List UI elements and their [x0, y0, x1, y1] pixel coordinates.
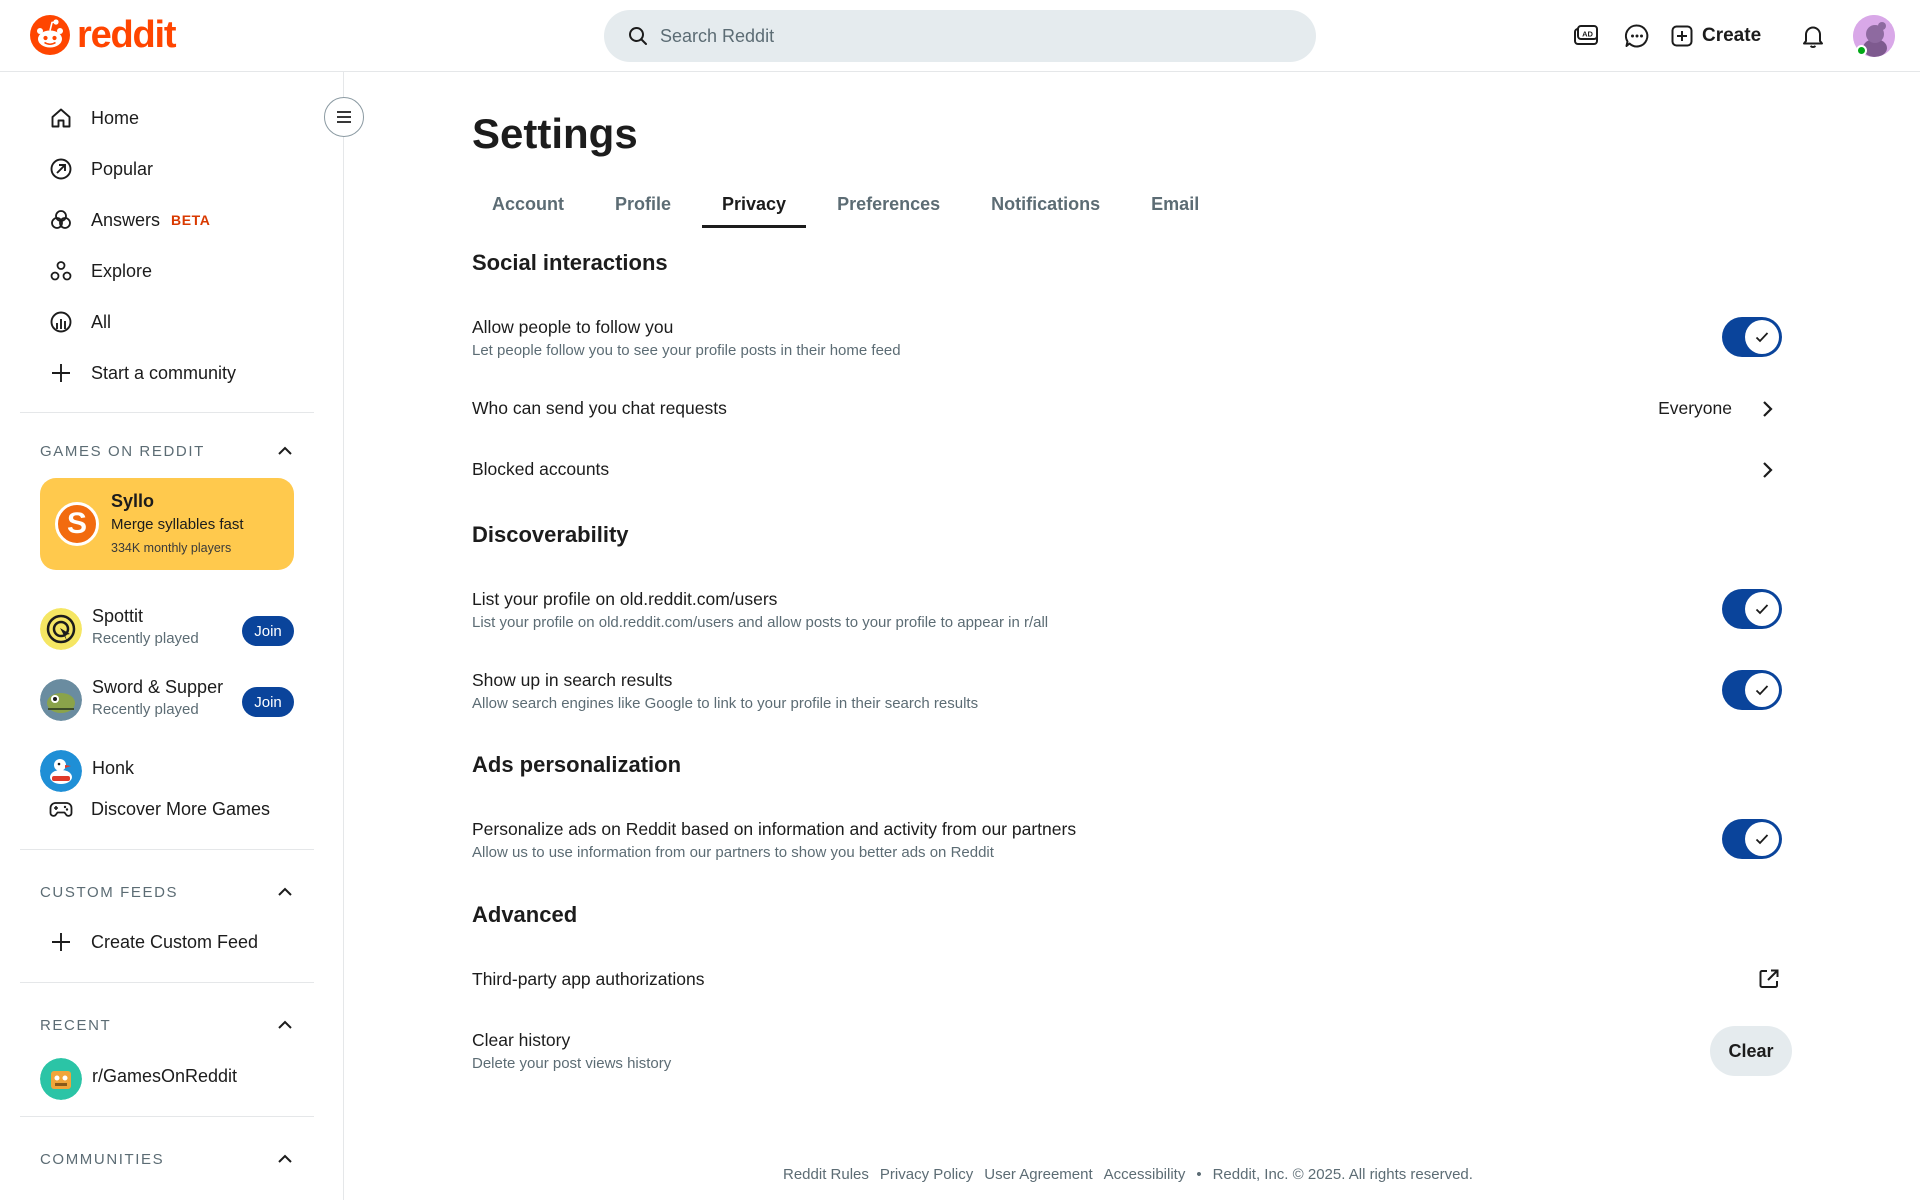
nav-explore[interactable] — [20, 247, 314, 295]
personalize-ads-description: Allow us to use information from our partners to show you better ads on Reddit — [472, 844, 994, 861]
chevron-up-icon — [276, 442, 294, 460]
featured-game-players: 334K monthly players — [111, 541, 232, 555]
section-social-interactions: Social interactions — [472, 250, 668, 275]
create-plus-icon — [1670, 24, 1694, 48]
section-ads-personalization: Ads personalization — [472, 752, 682, 777]
nav-answers[interactable] — [20, 196, 314, 244]
subreddit-avatar — [40, 1058, 82, 1100]
ad-icon — [1572, 22, 1600, 50]
plus-icon — [48, 929, 74, 955]
tab-profile[interactable]: Profile — [615, 193, 672, 214]
tab-account[interactable]: Account — [492, 193, 564, 214]
svg-text:AD: AD — [1582, 29, 1593, 39]
all-icon — [48, 309, 74, 335]
tab-privacy[interactable]: Privacy — [702, 180, 806, 228]
nav-start-community[interactable] — [20, 349, 314, 397]
sidebar-divider — [20, 1116, 314, 1117]
games-section-label: GAMES ON REDDIT — [40, 442, 205, 460]
discover-more-games[interactable] — [20, 785, 314, 833]
games-section-header[interactable] — [40, 442, 294, 460]
search-results-label: Show up in search results — [472, 670, 673, 690]
game-name: Spottit — [92, 606, 144, 626]
left-sidebar — [0, 72, 344, 1200]
toggle-knob — [1745, 822, 1779, 856]
page-title: Settings — [472, 110, 638, 157]
custom-feeds-section-header[interactable] — [40, 883, 294, 901]
check-icon — [1754, 329, 1770, 345]
discover-more-games-label: Discover More Games — [91, 798, 271, 819]
list-profile-description: List your profile on old.reddit.com/users and allow posts to your profile to appear in r/all — [472, 614, 1049, 631]
spottit-avatar — [40, 608, 82, 650]
gamepad-icon — [48, 796, 74, 822]
game-name: Sword & Supper — [92, 677, 224, 697]
game-name: Honk — [92, 758, 135, 778]
third-party-apps-label[interactable]: Third-party app authorizations — [472, 969, 705, 989]
tab-preferences[interactable]: Preferences — [837, 193, 941, 214]
chevron-right-icon[interactable] — [1756, 459, 1778, 481]
beta-badge: BETA — [171, 212, 211, 228]
search-input[interactable] — [660, 26, 1260, 47]
top-header — [0, 0, 1920, 72]
sidebar-divider — [20, 982, 314, 983]
home-icon — [48, 105, 74, 131]
footer-link-accessibility[interactable]: Accessibility — [1103, 1166, 1186, 1183]
featured-game-title: Syllo — [111, 491, 155, 511]
answers-icon — [48, 207, 74, 233]
chat-icon — [1623, 22, 1651, 50]
create-button[interactable] — [1670, 16, 1761, 56]
featured-game-card[interactable] — [40, 478, 294, 570]
footer-separator: • — [1196, 1166, 1202, 1183]
explore-icon — [48, 258, 74, 284]
external-link-icon[interactable] — [1757, 967, 1781, 991]
plus-icon — [48, 360, 74, 386]
game-item-sword-and-supper[interactable] — [40, 673, 294, 729]
recent-item[interactable] — [40, 1052, 294, 1108]
logo-wordmark: reddit — [77, 14, 176, 56]
toggle-knob — [1745, 673, 1779, 707]
game-item-spottit[interactable] — [40, 602, 294, 658]
clear-history-button[interactable]: Clear — [1710, 1026, 1792, 1076]
nav-home-label: Home — [91, 107, 140, 128]
reddit-logo[interactable] — [29, 14, 175, 56]
nav-popular-label: Popular — [91, 158, 154, 179]
personalize-ads-toggle[interactable] — [1722, 819, 1782, 859]
bell-icon — [1800, 23, 1826, 49]
clear-history-label: Clear history — [472, 1030, 571, 1050]
follow-setting-description: Let people follow you to see your profile posts in their home feed — [472, 342, 901, 359]
nav-all-label: All — [91, 311, 112, 332]
list-profile-label: List your profile on old.reddit.com/users — [472, 589, 778, 609]
nav-popular[interactable] — [20, 145, 314, 193]
follow-setting-label: Allow people to follow you — [472, 317, 674, 337]
recent-item-label: r/GamesOnReddit — [92, 1066, 238, 1086]
nav-all[interactable] — [20, 298, 314, 346]
footer-link-user-agreement[interactable]: User Agreement — [984, 1166, 1093, 1183]
join-button[interactable]: Join — [242, 616, 294, 646]
list-profile-toggle[interactable] — [1722, 589, 1782, 629]
nav-answers-label: Answers — [91, 209, 161, 230]
tab-notifications[interactable]: Notifications — [991, 193, 1101, 214]
sidebar-divider — [20, 412, 314, 413]
settings-tabs — [472, 180, 1230, 228]
chat-requests-label[interactable]: Who can send you chat requests — [472, 398, 727, 418]
chevron-right-icon[interactable] — [1756, 398, 1778, 420]
follow-toggle[interactable] — [1722, 317, 1782, 357]
footer-copyright: Reddit, Inc. © 2025. All rights reserved. — [1212, 1166, 1473, 1183]
nav-start-community-label: Start a community — [91, 362, 237, 383]
join-button[interactable]: Join — [242, 687, 294, 717]
sidebar-divider — [20, 849, 314, 850]
search-results-toggle[interactable] — [1722, 670, 1782, 710]
chevron-up-icon — [276, 1150, 294, 1168]
toggle-knob — [1745, 320, 1779, 354]
collapse-sidebar-button[interactable] — [324, 97, 364, 137]
chat-requests-value[interactable]: Everyone — [1658, 398, 1732, 418]
recent-section-header[interactable] — [40, 1016, 294, 1034]
chat-button[interactable] — [1621, 16, 1653, 56]
section-discoverability: Discoverability — [472, 522, 629, 547]
search-bar[interactable] — [604, 10, 1316, 62]
toggle-knob — [1745, 592, 1779, 626]
tab-email[interactable]: Email — [1151, 193, 1200, 214]
check-icon — [1754, 831, 1770, 847]
online-status-dot — [1856, 45, 1867, 56]
advertise-button[interactable] — [1570, 16, 1602, 56]
blocked-accounts-label[interactable]: Blocked accounts — [472, 459, 610, 479]
chevron-up-icon — [276, 1016, 294, 1034]
custom-feeds-section-label: CUSTOM FEEDS — [40, 883, 179, 901]
chevron-up-icon — [276, 883, 294, 901]
clear-history-description: Delete your post views history — [472, 1055, 672, 1072]
nav-explore-label: Explore — [91, 260, 153, 281]
featured-game-desc: Merge syllables fast — [111, 516, 244, 533]
reddit-snoo-icon — [29, 14, 71, 56]
check-icon — [1754, 682, 1770, 698]
game-recently-played: Recently played — [92, 630, 199, 647]
footer — [783, 1166, 1473, 1183]
check-icon — [1754, 601, 1770, 617]
recent-section-label: RECENT — [40, 1016, 112, 1034]
create-label: Create — [1702, 25, 1762, 46]
create-custom-feed-label: Create Custom Feed — [91, 931, 259, 952]
game-recently-played: Recently played — [92, 701, 199, 718]
personalize-ads-label: Personalize ads on Reddit based on information and activity from our partners — [472, 819, 1077, 839]
search-results-description: Allow search engines like Google to link to your profile in their search results — [472, 695, 979, 712]
popular-icon — [48, 156, 74, 182]
communities-section-header[interactable] — [40, 1150, 294, 1168]
menu-icon — [335, 108, 353, 126]
notifications-button[interactable] — [1797, 16, 1829, 56]
search-icon — [626, 24, 650, 48]
communities-section-label: COMMUNITIES — [40, 1150, 165, 1168]
nav-home[interactable] — [20, 94, 314, 142]
section-advanced: Advanced — [472, 902, 578, 927]
sword-and-supper-avatar — [40, 679, 82, 721]
footer-link-privacy[interactable]: Privacy Policy — [879, 1166, 974, 1183]
syllo-logo: S — [55, 502, 99, 546]
footer-link-rules[interactable]: Reddit Rules — [783, 1166, 869, 1183]
create-custom-feed[interactable] — [20, 918, 314, 966]
